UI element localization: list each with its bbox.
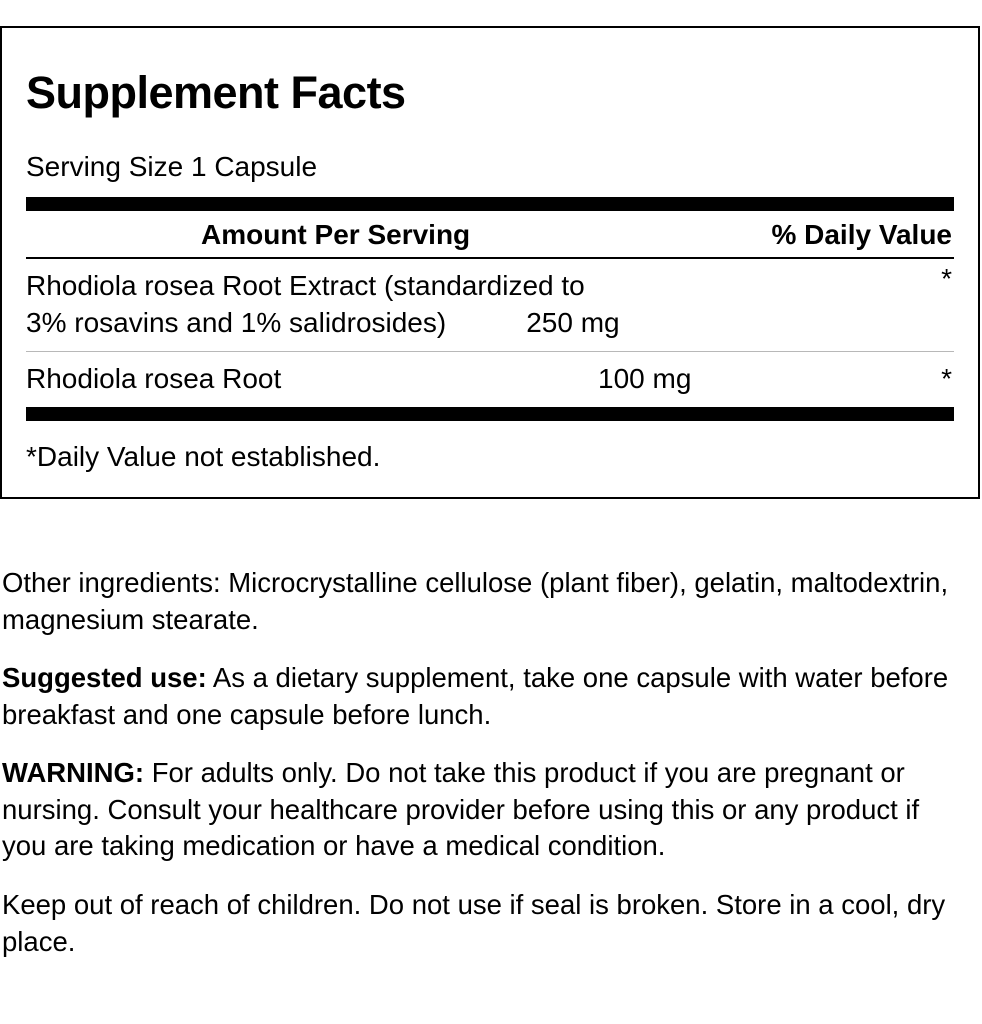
- warning-paragraph: [2, 755, 962, 865]
- label-body-copy: [2, 565, 962, 960]
- nutrient-name-line1: Rhodiola rosea Root Extract (standardized to: [26, 270, 585, 301]
- nutrient-amount: 250 mg: [526, 306, 620, 338]
- column-headers: [26, 211, 954, 257]
- column-header-daily-value: % Daily Value: [771, 219, 952, 250]
- warning-label: WARNING:: [2, 757, 145, 789]
- table-row: [26, 259, 954, 351]
- suggested-use-paragraph: [2, 660, 962, 733]
- other-ingredients-text: Other ingredients: Microcrystalline cellulose (plant fiber), gelatin, maltodextrin, magnesium stearate.: [2, 567, 949, 635]
- nutrient-amount: 100 mg: [598, 362, 692, 394]
- nutrient-name-line2: 3% rosavins and 1% salidrosides): [26, 306, 447, 338]
- suggested-use-label: Suggested use:: [2, 662, 207, 694]
- storage-text: Keep out of reach of children. Do not use if seal is broken. Store in a cool, dry place.: [2, 888, 946, 957]
- divider-thick-bottom: [26, 407, 954, 421]
- daily-value-footnote: *Daily Value not established.: [26, 440, 381, 472]
- warning-text: For adults only. Do not take this product if you are pregnant or nursing. Consult your healthcare provider before using this or any product if you are taking medication or have a medical condition.: [2, 757, 920, 862]
- nutrient-daily-value: *: [941, 263, 952, 294]
- nutrient-daily-value: *: [941, 362, 952, 394]
- supplement-facts-panel: [0, 26, 980, 499]
- nutrient-name-line1: Rhodiola rosea Root: [26, 362, 282, 394]
- serving-size: Serving Size 1 Capsule: [26, 151, 318, 182]
- panel-title: Supplement Facts: [26, 67, 406, 118]
- suggested-use-text: As a dietary supplement, take one capsule with water before breakfast and one capsule before lunch.: [2, 662, 949, 730]
- column-header-amount: Amount Per Serving: [201, 219, 471, 250]
- divider-thick-top: [26, 197, 954, 211]
- table-row: [26, 352, 954, 407]
